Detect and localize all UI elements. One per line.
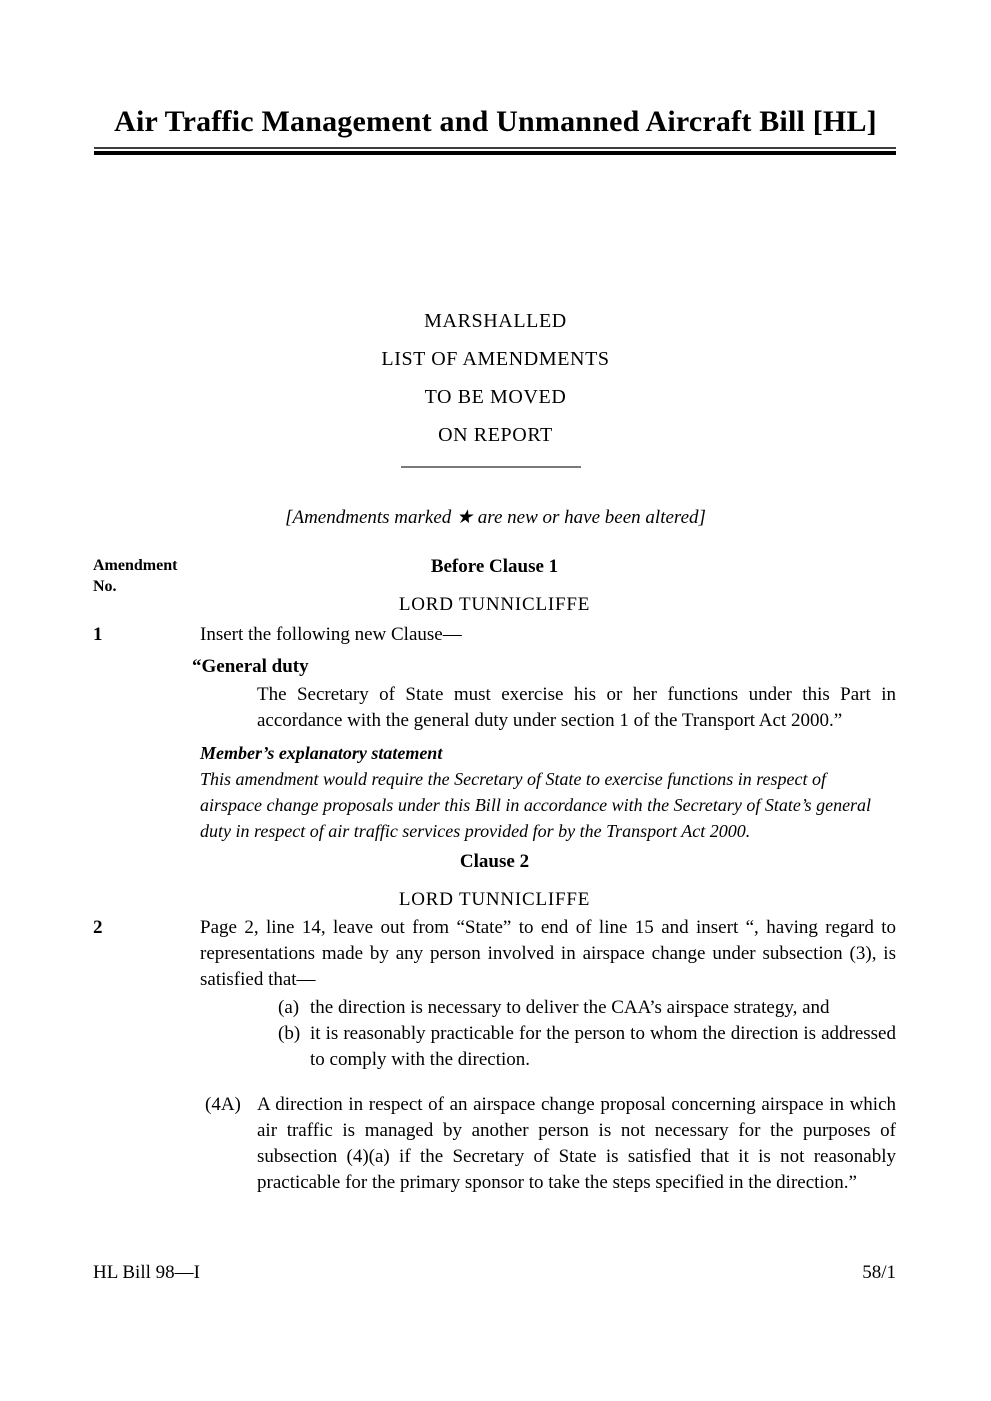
explanatory-statement [200,740,890,844]
list-item-a [200,995,896,1021]
amendment-2-body [200,915,896,1196]
amendment-2 [93,915,896,1196]
list-item-a-label: (a) [278,997,300,1018]
amendment-2-sub-list [200,995,896,1073]
bill-title: Air Traffic Management and Unmanned Aircraft Bill [HL] [114,105,877,138]
subsection-4A-text: A direction in respect of an airspace change proposal concerning airspace in which air traffic is managed by another person is not necessary for the purposes of subsection (4)(a) if the Secretary of State is satisfied that it is not reasonably practicable for the primary sponsor to take the steps specified in the direction.” [257,1094,896,1193]
new-clause-title: “General duty [192,656,309,677]
amendment-1-lead: Insert the following new Clause— [200,624,462,645]
list-item-a-text: the direction is necessary to deliver the CAA’s airspace strategy, and [310,997,830,1018]
subsection-4A [200,1092,896,1196]
amendment-1 [93,622,896,734]
sponsor-name-1: LORD TUNNICLIFFE [398,594,591,615]
marker-note: [Amendments marked ★ are new or have been altered] [285,507,706,528]
subsection-4A-label: (4A) [205,1094,241,1115]
title-rule-thin [94,147,896,149]
list-item-b [200,1021,896,1073]
masthead-line-to-be-moved: TO BE MOVED [424,386,567,408]
masthead-line-marshalled: MARSHALLED [424,310,567,332]
footer-page-ref: 58/1 [862,1262,896,1283]
explanatory-heading: Member’s explanatory statement [200,743,443,763]
amendment-2-number: 2 [93,917,103,938]
masthead-line-on-report: ON REPORT [438,424,553,446]
explanatory-text: This amendment would require the Secretary of State to exercise functions in respect of airspace change proposals under this Bill in accordance with the Secretary of State’s general duty in respect of air traffic services provided for by the Transport Act 2000. [200,769,872,841]
amendment-no-label-line2: No. [93,578,117,595]
separator-rule [401,466,581,468]
section-heading-clause-2: Clause 2 [459,851,530,872]
masthead [0,302,991,454]
section-heading-before-clause-1: Before Clause 1 [430,556,559,577]
list-item-b-text: it is reasonably practicable for the person to whom the direction is addressed to comply with the direction. [310,1023,896,1070]
masthead-line-list-of-amendments: LIST OF AMENDMENTS [381,348,610,370]
list-item-b-label: (b) [278,1023,301,1044]
title-rule-thick [94,151,896,155]
amendment-no-label-line1: Amendment [93,557,178,574]
amendment-1-number: 1 [93,624,103,645]
sponsor-name-2: LORD TUNNICLIFFE [398,889,591,910]
footer-bill-ref: HL Bill 98—I [93,1262,200,1283]
new-clause-text: The Secretary of State must exercise his or her functions under this Part in accordance with the general duty under section 1 of the Transport Act 2000.” [257,684,896,731]
amendment-1-body [192,622,896,734]
amendment-2-lead: Page 2, line 14, leave out from “State” to end of line 15 and insert “, having regard to representations made by any person involved in airspace change under subsection (3), is satisfied that— [200,917,896,990]
page-footer [93,1262,896,1284]
title-double-rule [94,147,896,155]
